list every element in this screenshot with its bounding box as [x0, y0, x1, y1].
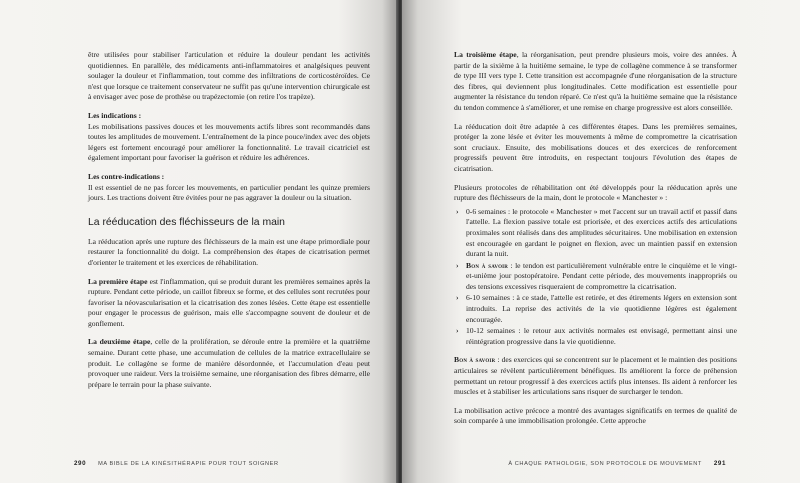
- step-one-lead: La première étape: [88, 276, 148, 286]
- paragraph-continuation: être utilisées pour stabiliser l'articulation et réduire la douleur pendant les activités quotidiennes. En parallèle, des médicaments anti-inflammatoires et analgésiques peuvent soulager la douleur et l'inflammation, tout comme des infiltrations de corticostéroïdes. Ce n'est que lorsque ce traitement conservateur ne suffit pas qu'une intervention chirurgicale est à envisager avec pose de prothèse ou trapézectomie (on retire l'os trapèze).: [88, 50, 370, 102]
- adaptation-paragraph: La rééducation doit être adaptée à ces différentes étapes. Dans les premières semaines, protéger la zone lésée et éviter les mouvements à même de compromettre la cicatrisation sont cruciaux. Ensuite, des mobilisations douces et des exercices de renforcement progressifs peuvent être introduits, en respectant toujours l'évolution des étapes de cicatrisation.: [454, 121, 737, 173]
- step-three-text: , la réorganisation, peut prendre plusieurs mois, voire des années. À partir de la sixième à la huitième semaine, le type de collagène commence à se transformer de type III vers type I. Cette transition est accompagnée d'une réorganisation de la structure des fibres, qui deviennent plus longitudinales. Cette modification est essentielle pour augmenter la résistance du tendon réparé. Ce n'est qu'à la huitième semaine que la résistance du tendon commence à s'améliorer, et une remise en charge progressive est alors conseillée.: [454, 50, 738, 112]
- left-page: [0, 0, 398, 483]
- last-paragraph: La mobilisation active précoce a montré des avantages significatifs en termes de qualité de soin comparée à une immobilisation prolongée. Cette approche: [454, 405, 737, 426]
- left-footer: [62, 460, 279, 467]
- tip-lead: Bon à savoir: [454, 355, 496, 365]
- tip-paragraph: [454, 355, 737, 397]
- protocols-paragraph: Plusieurs protocoles de réhabilitation ont été développés pour la rééducation après une rupture des fléchisseurs de la main, dont le protocole « Manchester » :: [454, 182, 737, 203]
- right-footer: [508, 460, 738, 467]
- list-item: [466, 326, 737, 347]
- step-one-text: est l'inflammation, qui se produit durant les premières semaines après la rupture. Pendant cette période, un caillot fibreux se forme, et des cellules sont recrutées pour favoriser la néovascularisation et la cicatrisation des zones lésées. Cette étape est essentielle pour engager le processus de guérison, mais elle s'accompagne souvent de douleur et de gonflement.: [88, 276, 370, 328]
- list-item-lead: 0-6 semaines :: [466, 206, 511, 216]
- list-item-text: à ce stade, l'attelle est retirée, et des étirements légers en extension sont introduits. La reprise des activités de la vie quotidienne légères est également encouragée.: [466, 293, 737, 324]
- left-page-content: [88, 50, 370, 398]
- tip-text: : des exercices qui se concentrent sur le placement et le maintien des positions articulaires se révèlent particulièrement bénéfiques. Ils améliorent la force de préhension permettant un retour progressif à des exercices actifs plus intenses. Ils aident à renforcer les muscles et à stabiliser les articulations sans risquer de surcharger le tendon.: [454, 355, 737, 397]
- step-two-paragraph: [88, 337, 370, 390]
- indications-heading: Les indications :: [88, 110, 142, 120]
- page-number-left: 290: [74, 460, 87, 467]
- step-three-paragraph: [454, 50, 737, 114]
- contraindications-heading: Les contre-indications :: [88, 171, 165, 181]
- right-page-content: [454, 50, 737, 435]
- step-two-text: , celle de la prolifération, se déroule entre la première et la quatrième semaine. Durant cette phase, une accumulation de cellules de la matrice extracellulaire se produit. Le collagène se forme de manière désordonnée, et l'accumulation d'eau peut provoquer une raideur. Vers la troisième semaine, une réorganisation des fibres démarre, elle prépare le terrain pour la phase suivante.: [88, 337, 370, 389]
- step-three-lead: La troisième étape: [454, 50, 517, 59]
- indications-text: Les mobilisations passives douces et les mouvements actifs libres sont recommandés dans toutes les amplitudes de mouvement. L'entraînement de la pince pouce/index avec des objets légers est fortement encouragé pour améliorer la fonctionnalité. Le travail cicatriciel est également important pour favoriser la guérison et réduire les adhérences.: [88, 121, 370, 163]
- list-item-text: : le tendon est particulièrement vulnérable entre le cinquième et le vingt-et-unième jour postopératoire. Pendant cette période, des mouvements inappropriés ou des tensions excessives risqueraient de compromettre la cicatrisation.: [466, 260, 738, 291]
- running-head-left: MA BIBLE DE LA KINÉSITHÉRAPIE POUR TOUT SOIGNER: [98, 461, 279, 467]
- list-item-lead: 10-12 semaines :: [466, 326, 521, 336]
- list-item: [466, 293, 737, 325]
- list-item: [466, 261, 737, 293]
- page-number-right: 291: [713, 460, 726, 467]
- list-item-lead: Bon à savoir: [466, 260, 509, 270]
- right-page: [402, 0, 800, 483]
- list-item-text: le protocole « Manchester » met l'accent sur un travail actif et passif dans l'attelle. La flexion passive totale est priorisée, et des exercices actifs des articulations proximales sont réalisés dans des amplitudes sécuritaires. Une mobilisation en extension est encouragée en gardant le poignet en flexion, avec un maintien passif en extension durant la nuit.: [466, 206, 737, 259]
- contraindications-text: Il est essentiel de ne pas forcer les mouvements, en particulier pendant les quinze premiers jours. Les tractions doivent être évitées pour ne pas aggraver la douleur ou la situation.: [88, 182, 370, 203]
- running-head-right: À CHAQUE PATHOLOGIE, SON PROTOCOLE DE MOUVEMENT: [508, 461, 702, 467]
- section-intro: La rééducation après une rupture des fléchisseurs de la main est une étape primordiale pour restaurer la fonctionnalité du doigt. La compréhension des étapes de cicatrisation permet d'orienter le traitement et les exercices de réhabilitation.: [88, 236, 370, 267]
- list-item: [466, 207, 737, 260]
- list-item-text: le retour aux activités normales est envisagé, permettant ainsi une réintégration progressive dans la vie quotidienne.: [466, 326, 737, 346]
- step-one-paragraph: [88, 277, 370, 330]
- section-title: La rééducation des fléchisseurs de la main: [88, 216, 285, 228]
- list-item-lead: 6-10 semaines :: [466, 293, 515, 303]
- step-two-lead: La deuxième étape: [88, 337, 151, 347]
- protocol-list: [454, 207, 737, 348]
